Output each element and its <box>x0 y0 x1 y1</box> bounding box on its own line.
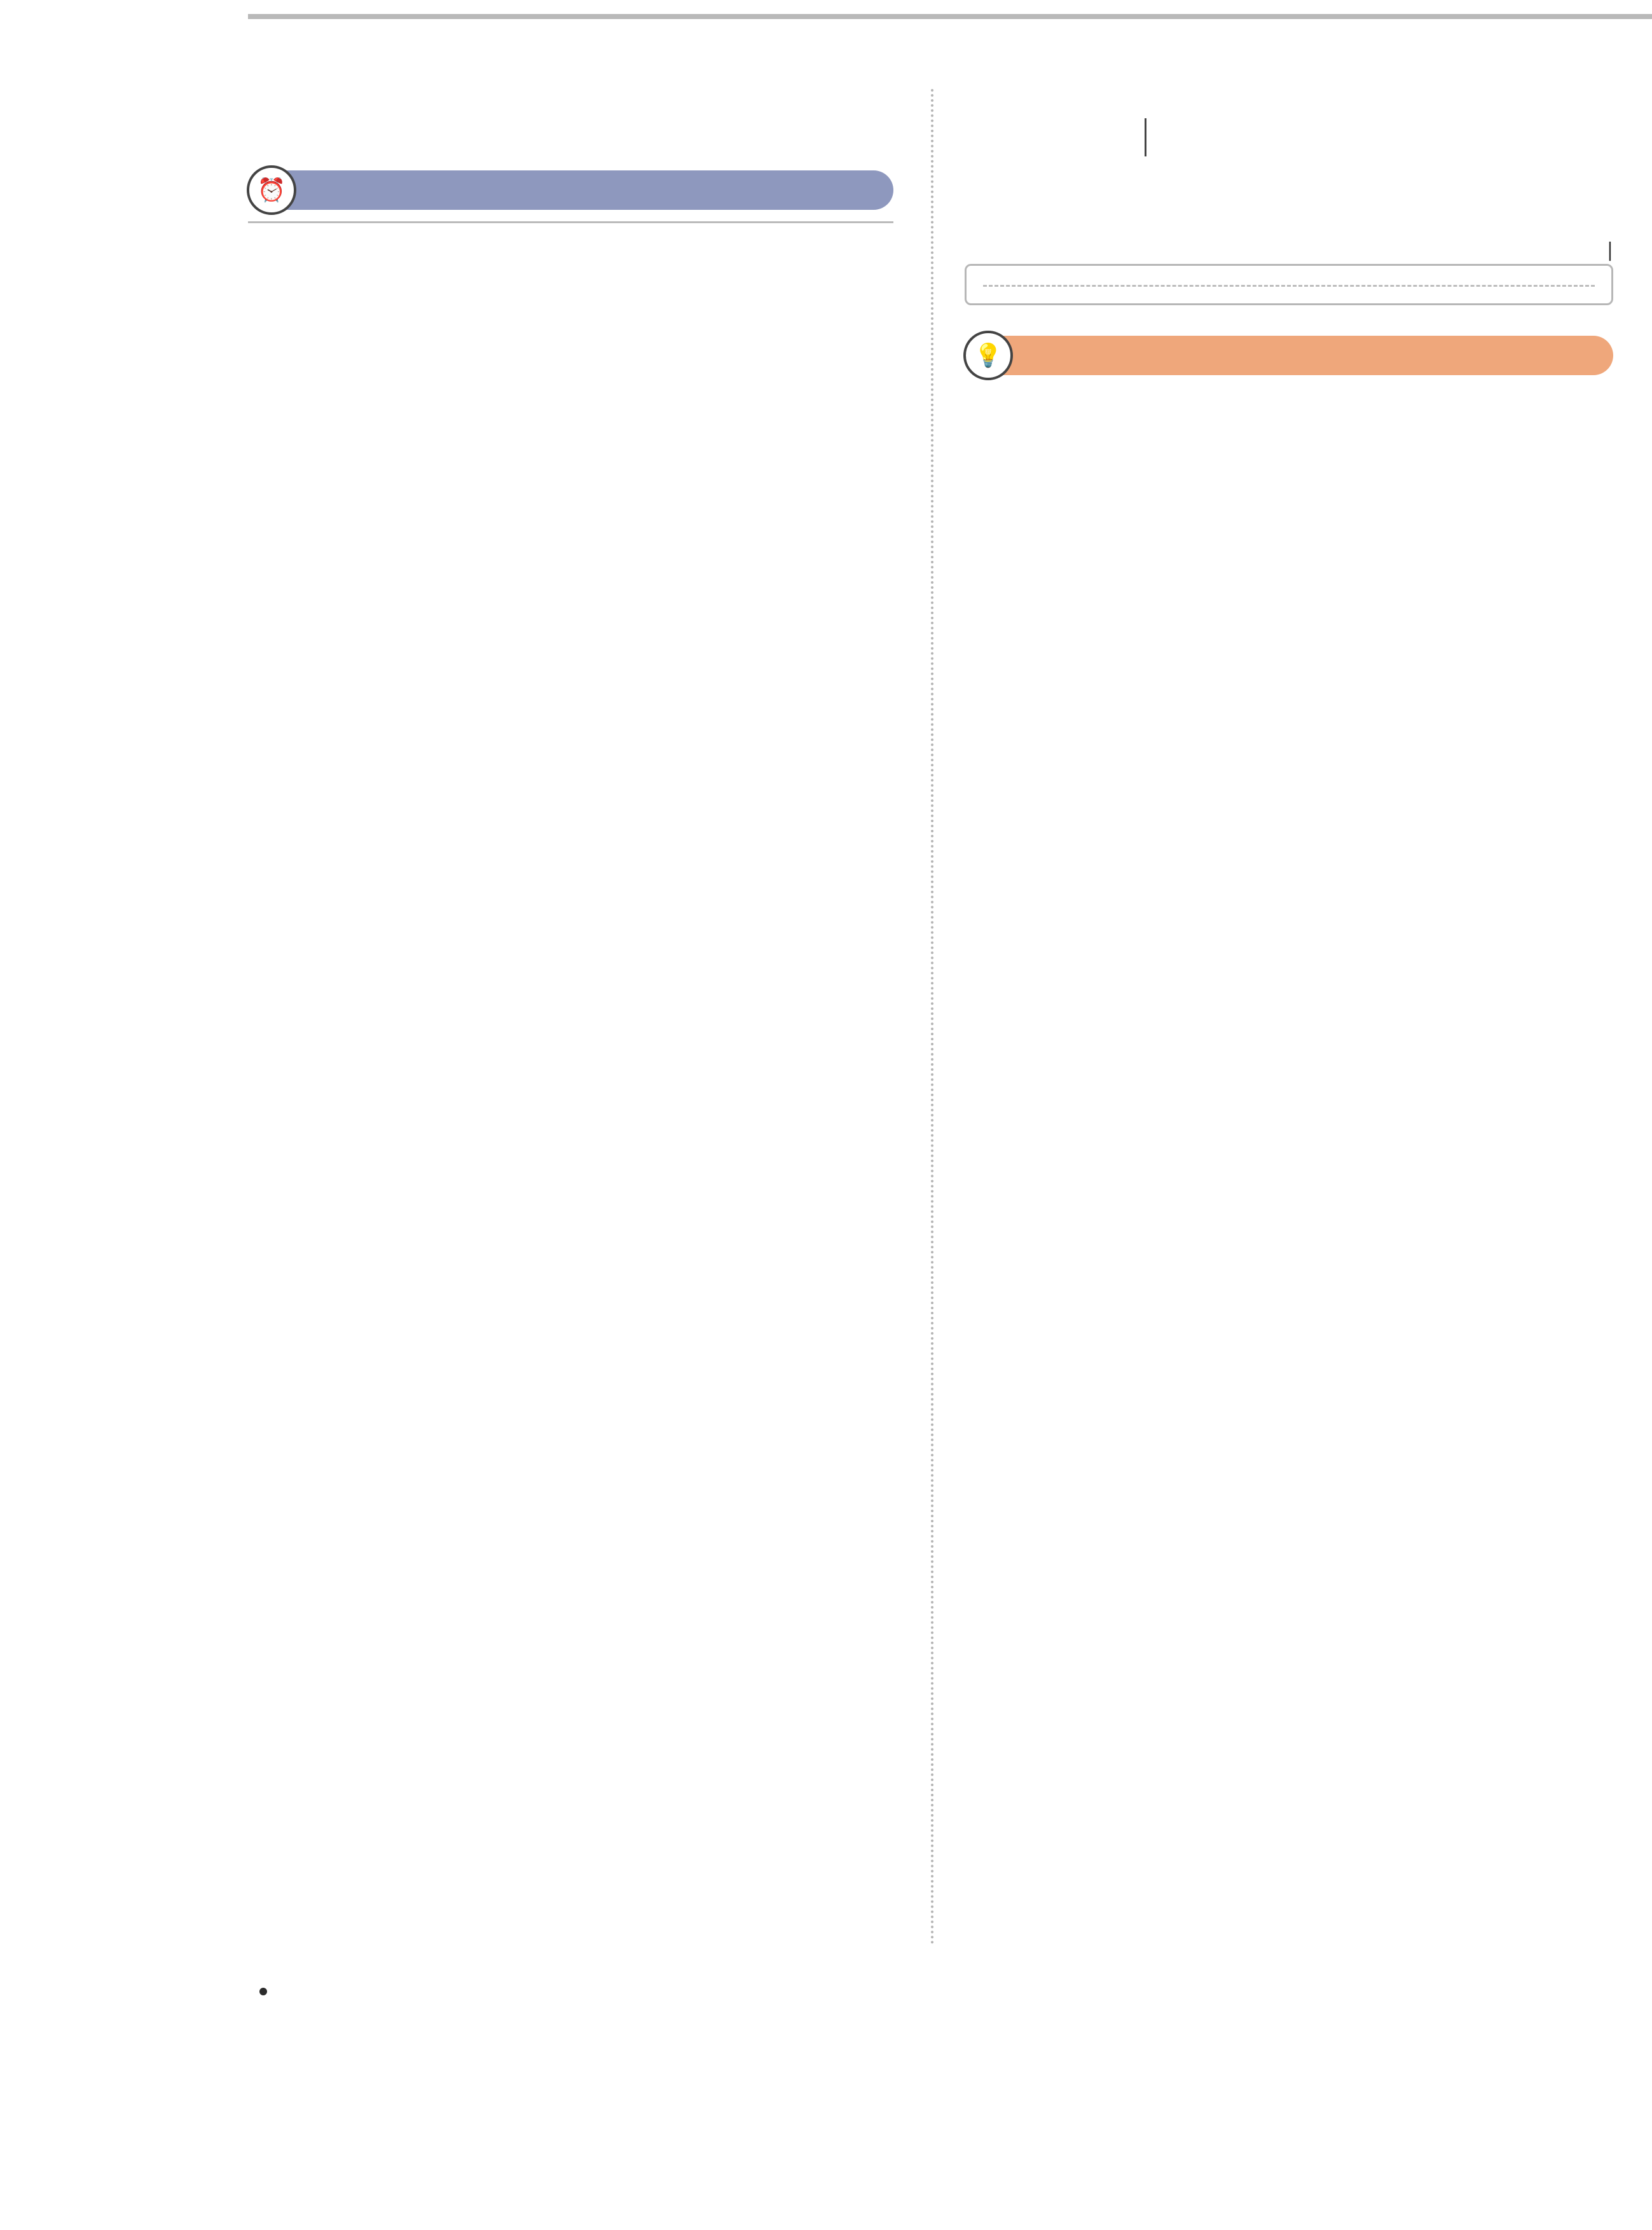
clock-icon: ⏰ <box>247 165 296 215</box>
unit-band <box>965 336 1613 375</box>
page-footer <box>248 1988 279 1995</box>
review-band <box>248 170 893 210</box>
check-top-row <box>983 276 1595 287</box>
column-divider <box>931 89 933 1946</box>
right-column <box>965 81 1613 393</box>
top-rule <box>248 14 1652 19</box>
review-answers <box>248 214 893 223</box>
check-reference: | <box>1606 239 1613 261</box>
chapter-header <box>965 81 1613 202</box>
chapter-separator <box>1145 118 1146 156</box>
check-box <box>965 264 1613 305</box>
footer-bullet <box>259 1988 267 1995</box>
lightbulb-icon: 💡 <box>963 331 1013 380</box>
left-column <box>248 81 893 223</box>
